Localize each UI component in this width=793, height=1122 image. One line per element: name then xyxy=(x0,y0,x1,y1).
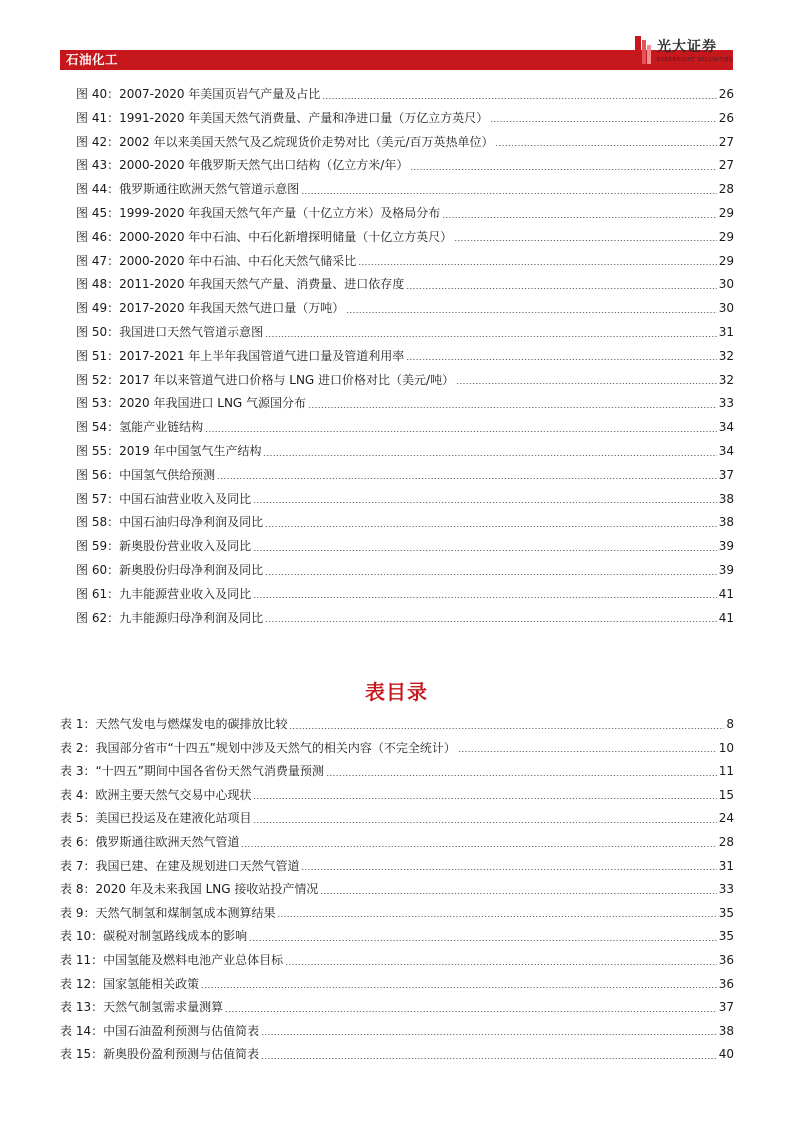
toc-entry[interactable] xyxy=(76,371,734,389)
dot-leader xyxy=(410,169,716,170)
toc-entry-page: 32 xyxy=(718,372,734,387)
toc-entry-page: 26 xyxy=(718,110,734,125)
toc-entry[interactable] xyxy=(60,880,734,898)
toc-entry-page: 28 xyxy=(718,835,734,849)
toc-entry-page: 15 xyxy=(718,787,734,802)
toc-entry-page: 39 xyxy=(718,539,734,554)
toc-entry[interactable] xyxy=(60,1045,734,1063)
toc-entry-label: 图 53：2020 年我国进口 LNG 气源国分布 xyxy=(76,396,307,411)
toc-entry-label: 表 1：天然气发电与燃煤发电的碳排放比较 xyxy=(60,717,288,731)
toc-entry-page: 34 xyxy=(718,420,734,435)
toc-entry[interactable] xyxy=(76,466,734,484)
dot-leader xyxy=(456,383,717,384)
dot-leader xyxy=(225,1011,717,1012)
toc-entry[interactable] xyxy=(76,490,734,508)
dot-leader xyxy=(406,359,716,360)
toc-entry-page: 33 xyxy=(718,396,734,411)
dot-leader xyxy=(406,288,716,289)
toc-entry-label: 表 6：俄罗斯通往欧洲天然气管道 xyxy=(60,835,240,849)
toc-entry-page: 38 xyxy=(718,515,734,530)
toc-entry-label: 图 40：2007-2020 年美国页岩气产量及占比 xyxy=(76,87,321,101)
brand-name-en: EVERBRIGHT SECURITIES xyxy=(657,57,733,63)
toc-entry-page: 31 xyxy=(718,325,734,339)
toc-entry-page: 32 xyxy=(718,348,734,363)
toc-entry-page: 36 xyxy=(718,976,734,991)
toc-entry-label: 图 46：2000-2020 年中石油、中石化新增探明储量（十亿立方英尺） xyxy=(76,229,453,244)
dot-leader xyxy=(249,940,717,941)
toc-entry[interactable] xyxy=(60,951,734,969)
toc-entry[interactable] xyxy=(76,156,734,174)
dot-leader xyxy=(265,574,717,575)
toc-entry[interactable] xyxy=(76,109,734,127)
dot-leader xyxy=(285,964,717,965)
toc-entry[interactable] xyxy=(76,418,734,436)
dot-leader xyxy=(454,240,716,241)
toc-entry-label: 图 56：中国氢气供给预测 xyxy=(76,467,216,482)
dot-leader xyxy=(253,822,716,823)
toc-entry-page: 36 xyxy=(718,953,734,967)
dot-leader xyxy=(490,121,716,122)
toc-entry-page: 29 xyxy=(718,229,734,244)
dot-leader xyxy=(301,869,716,870)
toc-entry-label: 表 10：碳税对制氢路线成本的影响 xyxy=(60,929,248,944)
dot-leader xyxy=(277,916,716,917)
toc-entry[interactable] xyxy=(60,904,734,922)
toc-entry[interactable] xyxy=(76,275,734,293)
toc-entry[interactable] xyxy=(60,998,734,1016)
brand-logo-icon xyxy=(635,36,651,64)
toc-entry-page: 10 xyxy=(718,740,734,755)
toc-entry-label: 表 4：欧洲主要天然气交易中心现状 xyxy=(60,787,252,802)
brand-name: 光大证券 xyxy=(657,39,717,55)
toc-entry-label: 图 59：新奥股份营业收入及同比 xyxy=(76,539,252,554)
toc-entry-page: 41 xyxy=(718,586,734,601)
dot-leader xyxy=(205,431,717,432)
toc-entry[interactable] xyxy=(76,347,734,365)
dot-leader xyxy=(265,336,717,337)
toc-entry[interactable] xyxy=(60,786,734,804)
toc-entry-page: 8 xyxy=(726,717,734,731)
toc-entry-label: 图 41：1991-2020 年美国天然气消费量、产量和净进口量（万亿立方英尺） xyxy=(76,110,489,125)
toc-entry-label: 图 47：2000-2020 年中石油、中石化天然气储采比 xyxy=(76,253,357,268)
toc-entry-label: 图 54：氢能产业链结构 xyxy=(76,420,204,435)
toc-entry-page: 35 xyxy=(718,905,734,920)
toc-entry[interactable] xyxy=(76,513,734,531)
toc-entry-label: 图 57：中国石油营业收入及同比 xyxy=(76,491,252,506)
toc-entry-page: 27 xyxy=(718,158,734,173)
dot-leader xyxy=(358,264,716,265)
toc-entry-label: 图 55：2019 年中国氢气生产结构 xyxy=(76,444,262,458)
toc-entry-page: 40 xyxy=(718,1047,734,1062)
toc-entry[interactable] xyxy=(60,762,734,780)
toc-entry-page: 30 xyxy=(718,277,734,292)
toc-entry[interactable] xyxy=(76,561,734,579)
toc-entry-label: 表 14：中国石油盈利预测与估值简表 xyxy=(60,1023,260,1038)
toc-entry-label: 表 13：天然气制氢需求量测算 xyxy=(60,1000,224,1015)
toc-entry-label: 图 52：2017 年以来管道气进口价格与 LNG 进口价格对比（美元/吨） xyxy=(76,372,455,387)
dot-leader xyxy=(458,751,717,752)
dot-leader xyxy=(253,597,717,598)
toc-entry-label: 图 51：2017-2021 年上半年我国管道气进口量及管道利用率 xyxy=(76,348,405,363)
toc-entry-page: 38 xyxy=(718,1023,734,1038)
dot-leader xyxy=(289,728,724,729)
toc-entry-page: 30 xyxy=(718,301,734,316)
dot-leader xyxy=(326,775,717,776)
dot-leader xyxy=(442,217,716,218)
dot-leader xyxy=(265,526,717,527)
toc-entry-page: 31 xyxy=(718,858,734,873)
toc-entry[interactable] xyxy=(60,809,734,827)
toc-entry[interactable] xyxy=(76,394,734,412)
toc-entry[interactable] xyxy=(76,85,734,103)
toc-entry[interactable] xyxy=(60,975,734,993)
toc-entry-page: 35 xyxy=(718,929,734,944)
dot-leader xyxy=(346,312,716,313)
dot-leader xyxy=(253,798,716,799)
toc-entry-page: 37 xyxy=(718,467,734,482)
dot-leader xyxy=(253,550,717,551)
dot-leader xyxy=(253,502,717,503)
toc-entry-label: 图 62：九丰能源归母净利润及同比 xyxy=(76,610,264,625)
toc-entry-label: 图 42：2002 年以来美国天然气及乙烷现货价走势对比（美元/百万英热单位） xyxy=(76,134,494,149)
toc-entry-page: 37 xyxy=(718,1000,734,1015)
header-bar xyxy=(60,50,733,70)
toc-entry-label: 表 9：天然气制氢和煤制氢成本测算结果 xyxy=(60,905,276,920)
toc-entry-label: 表 12：国家氢能相关政策 xyxy=(60,976,200,991)
toc-entry[interactable] xyxy=(60,857,734,875)
toc-entry[interactable] xyxy=(60,715,734,733)
toc-entry-page: 27 xyxy=(718,134,734,149)
toc-entry[interactable] xyxy=(60,927,734,945)
toc-entry[interactable] xyxy=(76,585,734,603)
toc-entry[interactable] xyxy=(60,1022,734,1040)
toc-entry-label: 图 60：新奥股份归母净利润及同比 xyxy=(76,563,264,577)
toc-entry-label: 图 45：1999-2020 年我国天然气年产量（十亿立方米）及格局分布 xyxy=(76,206,441,220)
toc-entry-page: 34 xyxy=(718,444,734,458)
toc-entry[interactable] xyxy=(76,133,734,151)
dot-leader xyxy=(320,893,716,894)
section-label: 石油化工 xyxy=(66,52,119,67)
toc-entry-page: 38 xyxy=(718,491,734,506)
toc-entry-page: 26 xyxy=(718,87,734,101)
dot-leader xyxy=(201,987,717,988)
toc-entry[interactable] xyxy=(60,833,734,851)
toc-entry-page: 39 xyxy=(718,563,734,577)
toc-entry-page: 29 xyxy=(718,253,734,268)
toc-entry-label: 表 8：2020 年及未来我国 LNG 接收站投产情况 xyxy=(60,882,319,897)
toc-entry[interactable] xyxy=(76,180,734,198)
dot-leader xyxy=(217,478,717,479)
toc-entry[interactable] xyxy=(76,252,734,270)
toc-entry-label: 表 5：美国已投运及在建液化站项目 xyxy=(60,811,252,826)
toc-entry-label: 表 11：中国氢能及燃料电池产业总体目标 xyxy=(60,953,284,967)
toc-entry-label: 表 2：我国部分省市“十四五”规划中涉及天然气的相关内容（不完全统计） xyxy=(60,740,456,755)
dot-leader xyxy=(308,407,717,408)
tables-heading: 表目录 xyxy=(365,680,428,704)
toc-entry[interactable] xyxy=(60,739,734,757)
toc-entry-label: 图 61：九丰能源营业收入及同比 xyxy=(76,586,252,601)
toc-entry[interactable] xyxy=(76,323,734,341)
toc-entry-label: 表 3：“十四五”期间中国各省份天然气消费量预测 xyxy=(60,764,324,779)
dot-leader xyxy=(495,145,716,146)
dot-leader xyxy=(263,455,716,456)
toc-entry-page: 11 xyxy=(718,764,734,779)
toc-entry[interactable] xyxy=(76,442,734,460)
dot-leader xyxy=(261,1058,717,1059)
dot-leader xyxy=(265,621,717,622)
toc-entry[interactable] xyxy=(76,609,734,627)
toc-entry-label: 图 48：2011-2020 年我国天然气产量、消费量、进口依存度 xyxy=(76,277,405,292)
dot-leader xyxy=(261,1034,717,1035)
toc-entry-label: 图 50：我国进口天然气管道示意图 xyxy=(76,325,264,339)
toc-entry-label: 表 7：我国已建、在建及规划进口天然气管道 xyxy=(60,858,300,873)
toc-entry-page: 33 xyxy=(718,882,734,897)
dot-leader xyxy=(322,98,716,99)
toc-entry[interactable] xyxy=(76,228,734,246)
toc-entry-page: 24 xyxy=(718,811,734,826)
toc-entry-page: 29 xyxy=(718,206,734,220)
brand-logo xyxy=(635,34,735,68)
toc-entry-label: 表 15：新奥股份盈利预测与估值简表 xyxy=(60,1047,260,1062)
toc-entry[interactable] xyxy=(76,204,734,222)
toc-entry-label: 图 58：中国石油归母净利润及同比 xyxy=(76,515,264,530)
toc-entry-label: 图 43：2000-2020 年俄罗斯天然气出口结构（亿立方米/年） xyxy=(76,158,409,173)
toc-entry-label: 图 44：俄罗斯通往欧洲天然气管道示意图 xyxy=(76,182,300,197)
toc-entry-page: 28 xyxy=(718,182,734,197)
dot-leader xyxy=(241,846,716,847)
toc-entry[interactable] xyxy=(76,537,734,555)
toc-entry-label: 图 49：2017-2020 年我国天然气进口量（万吨） xyxy=(76,301,345,316)
toc-entry-page: 41 xyxy=(718,610,734,625)
toc-entry[interactable] xyxy=(76,299,734,317)
dot-leader xyxy=(301,193,717,194)
